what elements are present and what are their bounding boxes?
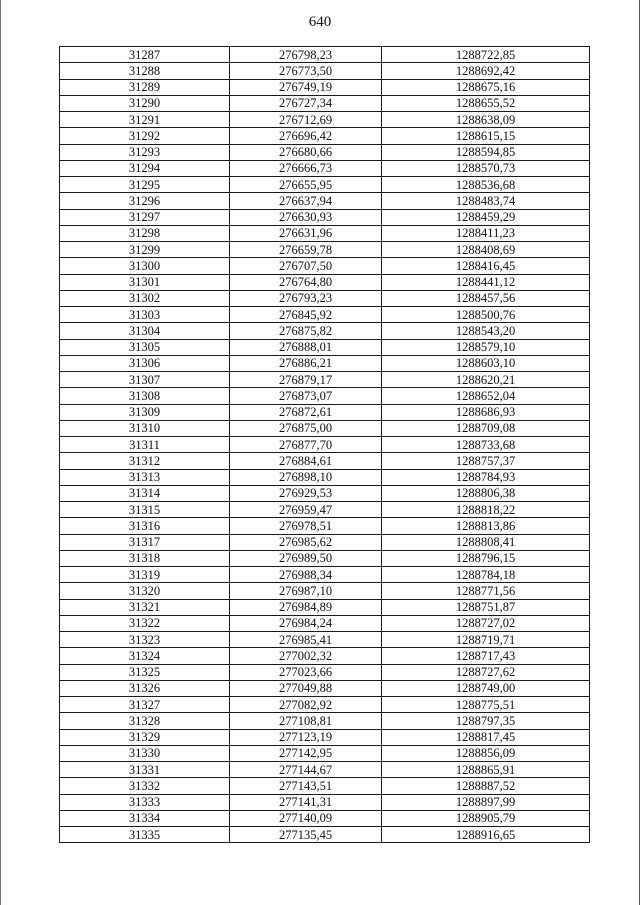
table-row: [60, 713, 590, 729]
table-row: [60, 583, 590, 599]
point-number-cell: 31323: [60, 632, 230, 648]
table-row: [60, 729, 590, 745]
table-row: [60, 242, 590, 258]
x-coordinate-cell: 276630,93: [230, 209, 382, 225]
point-number-cell: 31317: [60, 534, 230, 550]
y-coordinate-cell: 1288916,65: [382, 827, 590, 843]
x-coordinate-cell: 276879,17: [230, 372, 382, 388]
y-coordinate-cell: 1288856,09: [382, 745, 590, 761]
y-coordinate-cell: 1288615,15: [382, 128, 590, 144]
table-row: [60, 128, 590, 144]
table-row: [60, 664, 590, 680]
x-coordinate-cell: 277082,92: [230, 697, 382, 713]
table-row: [60, 160, 590, 176]
y-coordinate-cell: 1288818,22: [382, 502, 590, 518]
x-coordinate-cell: 276696,42: [230, 128, 382, 144]
x-coordinate-cell: 276764,80: [230, 274, 382, 290]
x-coordinate-cell: 276798,23: [230, 47, 382, 63]
x-coordinate-cell: 276985,41: [230, 632, 382, 648]
table-row: [60, 550, 590, 566]
y-coordinate-cell: 1288813,86: [382, 518, 590, 534]
y-coordinate-cell: 1288751,87: [382, 599, 590, 615]
y-coordinate-cell: 1288719,71: [382, 632, 590, 648]
table-row: [60, 437, 590, 453]
x-coordinate-cell: 276727,34: [230, 95, 382, 111]
table-row: [60, 258, 590, 274]
y-coordinate-cell: 1288709,08: [382, 420, 590, 436]
point-number-cell: 31330: [60, 745, 230, 761]
point-number-cell: 31308: [60, 388, 230, 404]
y-coordinate-cell: 1288865,91: [382, 762, 590, 778]
point-number-cell: 31288: [60, 63, 230, 79]
point-number-cell: 31298: [60, 225, 230, 241]
y-coordinate-cell: 1288483,74: [382, 193, 590, 209]
y-coordinate-cell: 1288797,35: [382, 713, 590, 729]
x-coordinate-cell: 277123,19: [230, 729, 382, 745]
point-number-cell: 31289: [60, 79, 230, 95]
x-coordinate-cell: 276631,96: [230, 225, 382, 241]
table-row: [60, 193, 590, 209]
x-coordinate-cell: 276984,24: [230, 615, 382, 631]
x-coordinate-cell: 276707,50: [230, 258, 382, 274]
point-number-cell: 31318: [60, 550, 230, 566]
table-row: [60, 225, 590, 241]
y-coordinate-cell: 1288457,56: [382, 290, 590, 306]
y-coordinate-cell: 1288771,56: [382, 583, 590, 599]
y-coordinate-cell: 1288543,20: [382, 323, 590, 339]
y-coordinate-cell: 1288411,23: [382, 225, 590, 241]
point-number-cell: 31292: [60, 128, 230, 144]
table-row: [60, 323, 590, 339]
x-coordinate-cell: 276659,78: [230, 242, 382, 258]
x-coordinate-cell: 276978,51: [230, 518, 382, 534]
table-row: [60, 453, 590, 469]
point-number-cell: 31315: [60, 502, 230, 518]
y-coordinate-cell: 1288784,93: [382, 469, 590, 485]
table-row: [60, 810, 590, 826]
y-coordinate-cell: 1288652,04: [382, 388, 590, 404]
point-number-cell: 31327: [60, 697, 230, 713]
table-row: [60, 680, 590, 696]
table-row: [60, 339, 590, 355]
point-number-cell: 31312: [60, 453, 230, 469]
x-coordinate-cell: 276888,01: [230, 339, 382, 355]
point-number-cell: 31302: [60, 290, 230, 306]
table-row: [60, 485, 590, 501]
x-coordinate-cell: 276985,62: [230, 534, 382, 550]
point-number-cell: 31297: [60, 209, 230, 225]
x-coordinate-cell: 276989,50: [230, 550, 382, 566]
table-row: [60, 648, 590, 664]
x-coordinate-cell: 276873,07: [230, 388, 382, 404]
y-coordinate-cell: 1288749,00: [382, 680, 590, 696]
x-coordinate-cell: 276875,82: [230, 323, 382, 339]
point-number-cell: 31321: [60, 599, 230, 615]
x-coordinate-cell: 276898,10: [230, 469, 382, 485]
y-coordinate-cell: 1288594,85: [382, 144, 590, 160]
point-number-cell: 31310: [60, 420, 230, 436]
table-row: [60, 290, 590, 306]
y-coordinate-cell: 1288638,09: [382, 112, 590, 128]
y-coordinate-cell: 1288796,15: [382, 550, 590, 566]
x-coordinate-cell: 277142,95: [230, 745, 382, 761]
x-coordinate-cell: 276877,70: [230, 437, 382, 453]
x-coordinate-cell: 276637,94: [230, 193, 382, 209]
y-coordinate-cell: 1288579,10: [382, 339, 590, 355]
table-row: [60, 762, 590, 778]
table-row: [60, 534, 590, 550]
x-coordinate-cell: 276886,21: [230, 355, 382, 371]
y-coordinate-cell: 1288775,51: [382, 697, 590, 713]
x-coordinate-cell: 276884,61: [230, 453, 382, 469]
y-coordinate-cell: 1288722,85: [382, 47, 590, 63]
point-number-cell: 31333: [60, 794, 230, 810]
table-row: [60, 745, 590, 761]
point-number-cell: 31300: [60, 258, 230, 274]
y-coordinate-cell: 1288897,99: [382, 794, 590, 810]
table-row: [60, 388, 590, 404]
table-row: [60, 47, 590, 63]
point-number-cell: 31294: [60, 160, 230, 176]
y-coordinate-cell: 1288459,29: [382, 209, 590, 225]
table-row: [60, 632, 590, 648]
x-coordinate-cell: 277140,09: [230, 810, 382, 826]
point-number-cell: 31329: [60, 729, 230, 745]
point-number-cell: 31316: [60, 518, 230, 534]
x-coordinate-cell: 277144,67: [230, 762, 382, 778]
point-number-cell: 31303: [60, 307, 230, 323]
point-number-cell: 31320: [60, 583, 230, 599]
table-row: [60, 79, 590, 95]
table-row: [60, 95, 590, 111]
y-coordinate-cell: 1288727,02: [382, 615, 590, 631]
y-coordinate-cell: 1288717,43: [382, 648, 590, 664]
table-row: [60, 274, 590, 290]
point-number-cell: 31291: [60, 112, 230, 128]
point-number-cell: 31324: [60, 648, 230, 664]
x-coordinate-cell: 276875,00: [230, 420, 382, 436]
point-number-cell: 31314: [60, 485, 230, 501]
table-row: [60, 502, 590, 518]
table-row: [60, 404, 590, 420]
y-coordinate-cell: 1288675,16: [382, 79, 590, 95]
table-row: [60, 518, 590, 534]
table-row: [60, 63, 590, 79]
table-row: [60, 307, 590, 323]
y-coordinate-cell: 1288905,79: [382, 810, 590, 826]
y-coordinate-cell: 1288686,93: [382, 404, 590, 420]
y-coordinate-cell: 1288620,21: [382, 372, 590, 388]
x-coordinate-cell: 276929,53: [230, 485, 382, 501]
point-number-cell: 31309: [60, 404, 230, 420]
y-coordinate-cell: 1288603,10: [382, 355, 590, 371]
point-number-cell: 31287: [60, 47, 230, 63]
y-coordinate-cell: 1288408,69: [382, 242, 590, 258]
x-coordinate-cell: 277141,31: [230, 794, 382, 810]
x-coordinate-cell: 276987,10: [230, 583, 382, 599]
table-row: [60, 209, 590, 225]
y-coordinate-cell: 1288570,73: [382, 160, 590, 176]
x-coordinate-cell: 276680,66: [230, 144, 382, 160]
page-edge-left: [0, 0, 1, 905]
point-number-cell: 31306: [60, 355, 230, 371]
table-row: [60, 469, 590, 485]
coordinates-table-body: [60, 47, 590, 843]
y-coordinate-cell: 1288692,42: [382, 63, 590, 79]
x-coordinate-cell: 276773,50: [230, 63, 382, 79]
table-row: [60, 794, 590, 810]
table-row: [60, 778, 590, 794]
x-coordinate-cell: 276712,69: [230, 112, 382, 128]
point-number-cell: 31334: [60, 810, 230, 826]
y-coordinate-cell: 1288655,52: [382, 95, 590, 111]
x-coordinate-cell: 276749,19: [230, 79, 382, 95]
y-coordinate-cell: 1288808,41: [382, 534, 590, 550]
x-coordinate-cell: 277002,32: [230, 648, 382, 664]
y-coordinate-cell: 1288733,68: [382, 437, 590, 453]
y-coordinate-cell: 1288500,76: [382, 307, 590, 323]
point-number-cell: 31328: [60, 713, 230, 729]
x-coordinate-cell: 276666,73: [230, 160, 382, 176]
x-coordinate-cell: 277049,88: [230, 680, 382, 696]
x-coordinate-cell: 277143,51: [230, 778, 382, 794]
x-coordinate-cell: 276872,61: [230, 404, 382, 420]
point-number-cell: 31311: [60, 437, 230, 453]
y-coordinate-cell: 1288727,62: [382, 664, 590, 680]
y-coordinate-cell: 1288887,52: [382, 778, 590, 794]
table-row: [60, 567, 590, 583]
point-number-cell: 31313: [60, 469, 230, 485]
point-number-cell: 31304: [60, 323, 230, 339]
point-number-cell: 31301: [60, 274, 230, 290]
x-coordinate-cell: 276655,95: [230, 177, 382, 193]
coordinates-table: [59, 46, 590, 843]
point-number-cell: 31325: [60, 664, 230, 680]
point-number-cell: 31307: [60, 372, 230, 388]
table-row: [60, 112, 590, 128]
point-number-cell: 31295: [60, 177, 230, 193]
table-row: [60, 144, 590, 160]
point-number-cell: 31319: [60, 567, 230, 583]
table-row: [60, 355, 590, 371]
x-coordinate-cell: 276988,34: [230, 567, 382, 583]
x-coordinate-cell: 276793,23: [230, 290, 382, 306]
point-number-cell: 31322: [60, 615, 230, 631]
point-number-cell: 31335: [60, 827, 230, 843]
x-coordinate-cell: 276984,89: [230, 599, 382, 615]
y-coordinate-cell: 1288536,68: [382, 177, 590, 193]
table-row: [60, 615, 590, 631]
table-row: [60, 420, 590, 436]
y-coordinate-cell: 1288757,37: [382, 453, 590, 469]
x-coordinate-cell: 277023,66: [230, 664, 382, 680]
y-coordinate-cell: 1288784,18: [382, 567, 590, 583]
x-coordinate-cell: 277108,81: [230, 713, 382, 729]
y-coordinate-cell: 1288441,12: [382, 274, 590, 290]
x-coordinate-cell: 276959,47: [230, 502, 382, 518]
point-number-cell: 31305: [60, 339, 230, 355]
y-coordinate-cell: 1288416,45: [382, 258, 590, 274]
table-row: [60, 372, 590, 388]
x-coordinate-cell: 277135,45: [230, 827, 382, 843]
table-row: [60, 177, 590, 193]
point-number-cell: 31293: [60, 144, 230, 160]
y-coordinate-cell: 1288817,45: [382, 729, 590, 745]
point-number-cell: 31326: [60, 680, 230, 696]
point-number-cell: 31299: [60, 242, 230, 258]
table-row: [60, 697, 590, 713]
table-row: [60, 599, 590, 615]
page-number: 640: [308, 14, 332, 30]
y-coordinate-cell: 1288806,38: [382, 485, 590, 501]
point-number-cell: 31296: [60, 193, 230, 209]
point-number-cell: 31331: [60, 762, 230, 778]
table-row: [60, 827, 590, 843]
point-number-cell: 31290: [60, 95, 230, 111]
x-coordinate-cell: 276845,92: [230, 307, 382, 323]
point-number-cell: 31332: [60, 778, 230, 794]
